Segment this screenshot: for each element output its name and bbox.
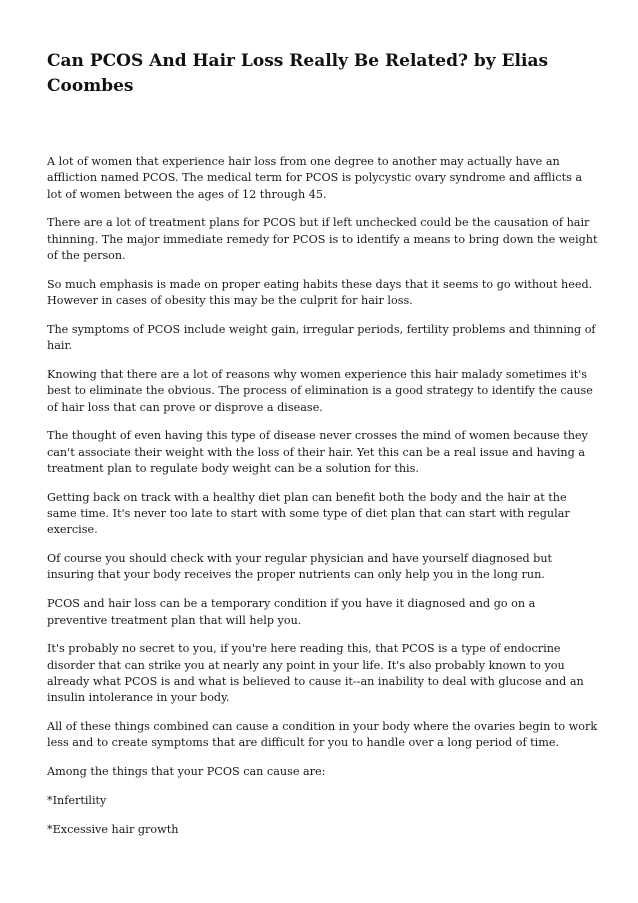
paragraph: Of course you should check with your regular physician and have yourself diagnosed but insuring that your body receives the proper nutrients can only help you in the long run. — [47, 552, 553, 582]
paragraph: Getting back on track with a healthy diet plan can benefit both the body and the hair at the same time. It's never too late to start with some type of diet plan that can start with regular exercise. — [47, 490, 570, 537]
list-item: *Excessive hair growth — [47, 822, 179, 836]
document-title: Can PCOS And Hair Loss Really Be Related? by Elias Coombes — [47, 51, 549, 96]
paragraph: There are a lot of treatment plans for PCOS but if left unchecked could be the causation of hair thinning. The major immediate remedy for PCOS is to identify a means to bring down the weight of the person. — [47, 216, 598, 262]
document-body — [47, 154, 599, 851]
paragraph: The symptoms of PCOS include weight gain, irregular periods, fertility problems and thinning of hair. — [47, 322, 596, 353]
paragraph: PCOS and hair loss can be a temporary condition if you have it diagnosed and go on a preventive treatment plan that will help you. — [47, 597, 536, 627]
paragraph: The thought of even having this type of disease never crosses the mind of women because they can't associate their weight with the loss of their hair. Yet this can be a real issue and having a treatment plan to regulate body weight can be a solution for this. — [47, 429, 588, 475]
paragraph: So much emphasis is made on proper eating habits these days that it seems to go without heed. However in cases of obesity this may be the culprit for hair loss. — [47, 277, 593, 308]
paragraph: Among the things that your PCOS can cause are: — [47, 765, 326, 779]
paragraph: Knowing that there are a lot of reasons why women experience this hair malady sometimes it's best to eliminate the obvious. The process of elimination is a good strategy to identify the cause of hair loss that can prove or disprove a disease. — [47, 367, 593, 414]
paragraph: It's probably no secret to you, if you're here reading this, that PCOS is a type of endocrine disorder that can strike you at nearly any point in your life. It's also probably known to you already what PCOS is and what is believed to cause it--an inability to deal with glucose and an insulin intolerance in your body. — [47, 642, 584, 705]
paragraph: A lot of women that experience hair loss from one degree to another may actually have an affliction named PCOS. The medical term for PCOS is polycystic ovary syndrome and afflicts a lot of women between the ages of 12 through 45. — [47, 155, 583, 201]
paragraph: All of these things combined can cause a condition in your body where the ovaries begin to work less and to create symptoms that are difficult for you to handle over a long period of time. — [47, 720, 598, 750]
list-item: *Infertility — [47, 793, 107, 807]
